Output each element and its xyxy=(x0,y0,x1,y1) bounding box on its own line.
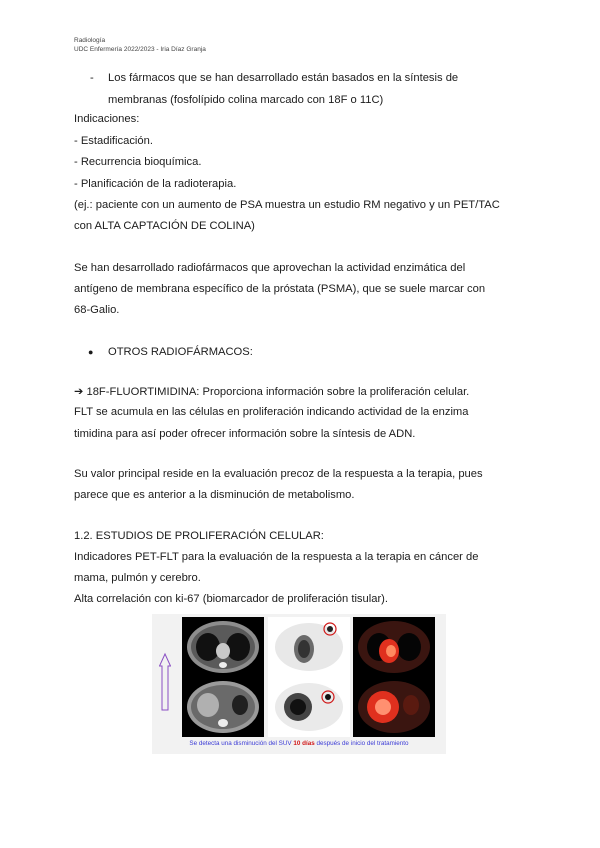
header-subject: Radiología xyxy=(74,37,106,44)
list-item: - Planificación de la radioterapia. xyxy=(74,178,237,190)
text-line: FLT se acumula en las células en proliferación indicando actividad de la enzima xyxy=(74,406,469,418)
text-line: Los fármacos que se han desarrollado están basados en la síntesis de xyxy=(108,72,459,84)
text-line: Alta correlación con ki-67 (biomarcador de proliferación tisular). xyxy=(74,593,389,605)
list-item: - Recurrencia bioquímica. xyxy=(74,156,202,168)
fusion-scan-image-top xyxy=(353,617,435,677)
section-label: Indicaciones: xyxy=(74,113,140,125)
text-line: con ALTA CAPTACIÓN DE COLINA) xyxy=(74,220,255,232)
pet-scan-image-top xyxy=(268,617,350,677)
ct-scan-image-top xyxy=(182,617,264,677)
ct-scan-image-bottom xyxy=(182,677,264,737)
text-line: membranas (fosfolípido colina marcado con 18F o 11C) xyxy=(108,94,384,106)
bullet-dash: - xyxy=(90,72,94,84)
figure-caption xyxy=(152,740,446,747)
pet-ct-figure xyxy=(152,614,446,754)
text-line: Se han desarrollado radiofármacos que aprovechan la actividad enzimática del xyxy=(74,262,466,274)
section-heading: 1.2. ESTUDIOS DE PROLIFERACIÓN CELULAR: xyxy=(74,530,324,542)
up-arrow-icon xyxy=(159,652,171,712)
text-line: ➔ 18F-FLUORTIMIDINA: Proporciona información sobre la proliferación celular. xyxy=(74,386,470,398)
bullet-dot: ● xyxy=(88,347,94,357)
text-line: 68-Galio. xyxy=(74,304,120,316)
text-line: (ej.: paciente con un aumento de PSA muestra un estudio RM negativo y un PET/TAC xyxy=(74,199,500,211)
header-course: UDC Enfermería 2022/2023 - Iria Díaz Granja xyxy=(74,46,206,53)
text-line: mama, pulmón y cerebro. xyxy=(74,572,201,584)
fusion-scan-image-bottom xyxy=(353,677,435,737)
text-line: parece que es anterior a la disminución de metabolismo. xyxy=(74,489,355,501)
caption-text: Se detecta una disminución del SUV xyxy=(189,740,294,747)
caption-text-end: después de inicio del tratamiento xyxy=(314,740,409,747)
page-header xyxy=(74,36,206,54)
pet-scan-image-bottom xyxy=(268,677,350,737)
section-heading: OTROS RADIOFÁRMACOS: xyxy=(108,346,253,358)
caption-highlight: 10 días xyxy=(293,740,315,747)
text-line: timidina para así poder ofrecer información sobre la síntesis de ADN. xyxy=(74,428,416,440)
text-line: antígeno de membrana específico de la próstata (PSMA), que se suele marcar con xyxy=(74,283,486,295)
text-line: Su valor principal reside en la evaluación precoz de la respuesta a la terapia, pues xyxy=(74,468,483,480)
text-line: Indicadores PET-FLT para la evaluación de la respuesta a la terapia en cáncer de xyxy=(74,551,479,563)
list-item: - Estadificación. xyxy=(74,135,153,147)
